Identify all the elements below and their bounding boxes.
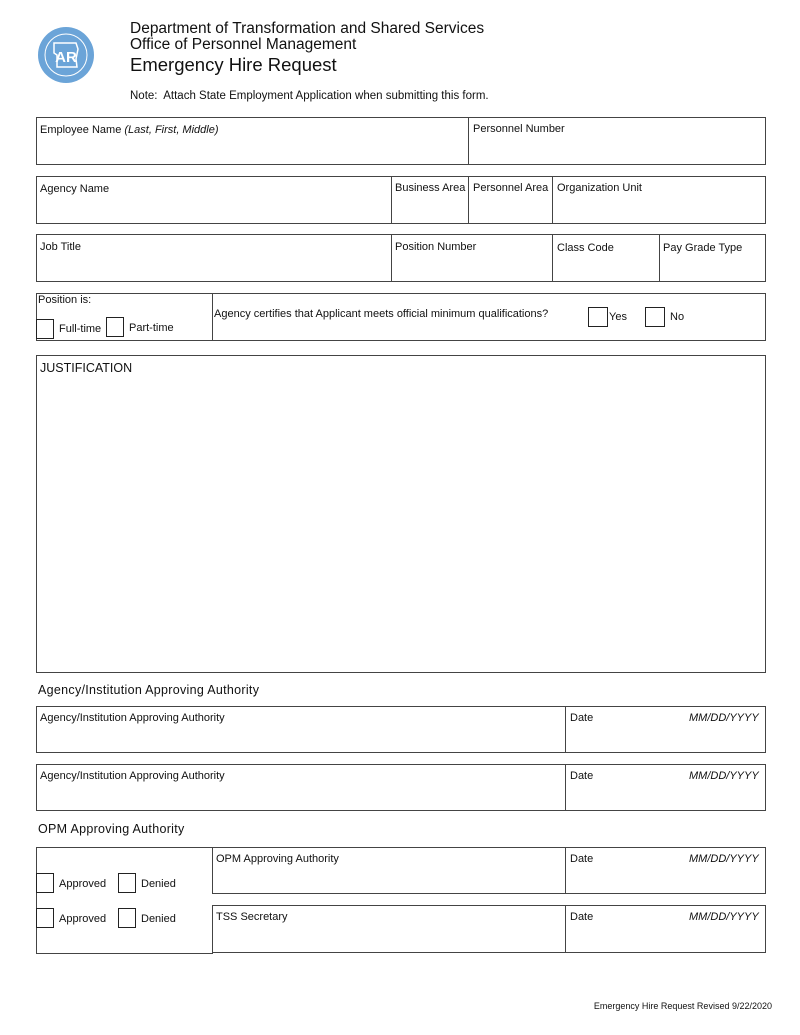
approved-label: Approved [59, 913, 107, 925]
approved-label: Approved [59, 878, 107, 890]
full-time-label: Full-time [59, 323, 102, 335]
opm-approval-heading: OPM Approving Authority [38, 822, 185, 836]
denied-label: Denied [141, 878, 176, 890]
job-title-field[interactable]: Job Title [40, 241, 81, 253]
full-time-checkbox[interactable] [36, 319, 54, 339]
agency-logo [37, 15, 95, 95]
position-is-label: Position is: [38, 294, 92, 306]
attach-note: Note: Attach State Employment Application when submitting this form. [130, 90, 489, 102]
justification-field[interactable] [36, 355, 766, 673]
date-label: Date [570, 712, 594, 724]
approved-checkbox[interactable] [36, 908, 54, 928]
qualifications-question: Agency certifies that Applicant meets official minimum qualifications? [214, 308, 549, 320]
svg-text:AR: AR [55, 49, 77, 66]
personnel-area-field[interactable]: Personnel Area [473, 182, 549, 194]
part-time-checkbox[interactable] [106, 317, 124, 337]
date-field[interactable]: MM/DD/YYYY [689, 712, 759, 724]
date-label: Date [570, 770, 594, 782]
organization-unit-field[interactable]: Organization Unit [557, 182, 642, 194]
date-field[interactable]: MM/DD/YYYY [689, 911, 759, 923]
yes-checkbox[interactable] [588, 307, 608, 327]
date-field[interactable]: MM/DD/YYYY [689, 770, 759, 782]
date-label: Date [570, 853, 594, 865]
business-area-field[interactable]: Business Area [395, 182, 466, 194]
position-number-field[interactable]: Position Number [395, 241, 477, 253]
agency-approval-heading: Agency/Institution Approving Authority [38, 683, 260, 697]
denied-checkbox[interactable] [118, 908, 136, 928]
revision-footer: Emergency Hire Request Revised 9/22/2020 [593, 1001, 772, 1011]
agency-authority-field[interactable]: Agency/Institution Approving Authority [40, 712, 225, 724]
personnel-number-field[interactable]: Personnel Number [473, 123, 565, 135]
approved-checkbox[interactable] [36, 873, 54, 893]
date-label: Date [570, 911, 594, 923]
denied-label: Denied [141, 913, 176, 925]
pay-grade-field[interactable]: Pay Grade Type [663, 242, 743, 254]
department-name: Department of Transformation and Shared Services [130, 20, 485, 37]
yes-label: Yes [609, 311, 627, 323]
no-checkbox[interactable] [645, 307, 665, 327]
tss-secretary-field[interactable]: TSS Secretary [216, 911, 288, 923]
opm-authority-field[interactable]: OPM Approving Authority [216, 853, 339, 865]
denied-checkbox[interactable] [118, 873, 136, 893]
date-field[interactable]: MM/DD/YYYY [689, 853, 759, 865]
part-time-label: Part-time [129, 322, 174, 334]
employee-name-field[interactable]: Employee Name (Last, First, Middle) [40, 124, 219, 136]
no-label: No [670, 311, 685, 323]
opm-row-2 [212, 905, 766, 953]
agency-name-field[interactable]: Agency Name [40, 183, 110, 195]
class-code-field[interactable]: Class Code [557, 242, 614, 254]
office-name: Office of Personnel Management [130, 36, 357, 53]
justification-label: JUSTIFICATION [40, 361, 133, 375]
opm-decision-box [36, 847, 213, 954]
agency-authority-field[interactable]: Agency/Institution Approving Authority [40, 770, 225, 782]
form-title: Emergency Hire Request [130, 54, 337, 75]
